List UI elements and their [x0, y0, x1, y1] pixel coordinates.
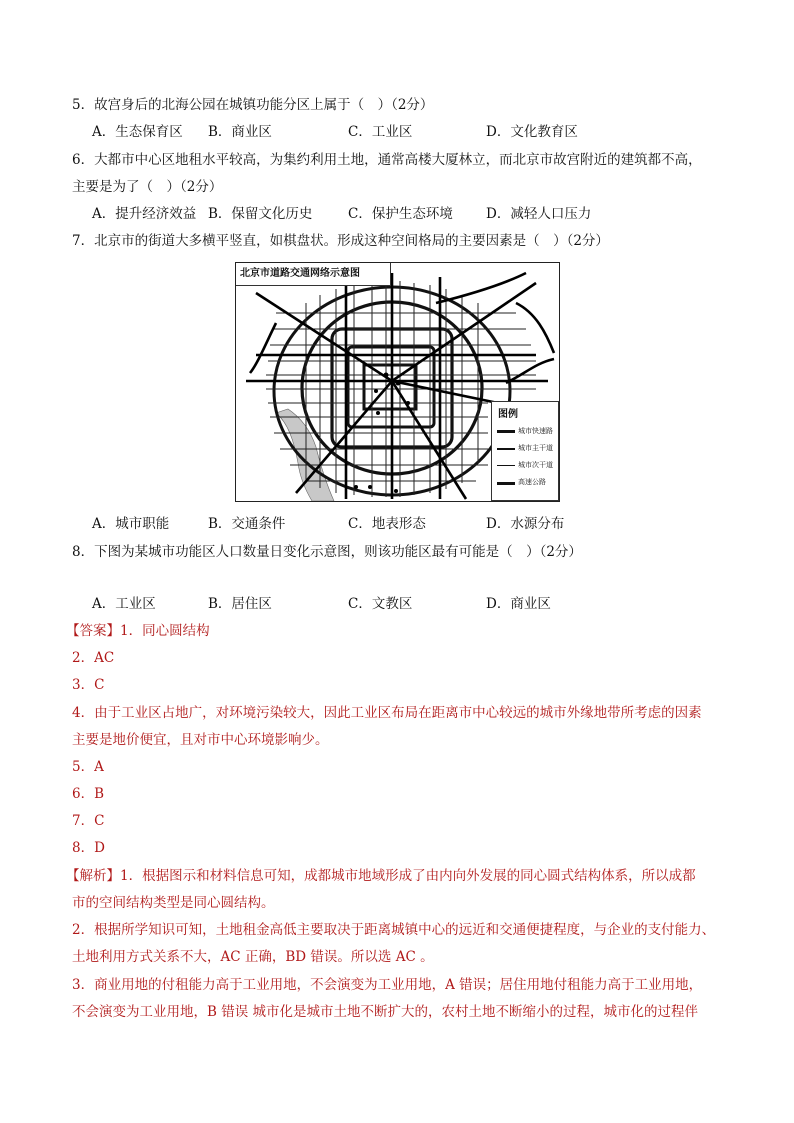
- answer-2: 2．AC: [72, 650, 115, 666]
- option-a: A．生态保育区: [92, 124, 183, 140]
- option-d: D．水源分布: [486, 516, 565, 532]
- answer-label: 【答案】: [66, 623, 120, 639]
- answer-1: 【答案】1．同心圆结构: [66, 623, 210, 639]
- legend-item-main-road: 城市主干道: [492, 440, 558, 457]
- option-b: B．居住区: [208, 596, 272, 612]
- analysis-3-line1: 3．商业用地的付租能力高于工业用地，不会演变为工业用地，A 错误；居住用地付租能力高于工业用地，: [72, 977, 703, 993]
- question-6-text-line2: 主要是为了（ ）（2分）: [72, 179, 223, 195]
- option-c: C．文教区: [348, 596, 413, 612]
- legend-item-secondary-road: 城市次干道: [492, 457, 558, 474]
- question-7-text: 7．北京市的街道大多横平竖直，如棋盘状。形成这种空间格局的主要因素是（ ）（2分）: [72, 233, 609, 249]
- answer-3: 3．C: [72, 677, 105, 693]
- option-a: A．提升经济效益: [92, 206, 197, 222]
- analysis-label: 【解析】: [66, 868, 120, 884]
- option-b: B．保留文化历史: [208, 206, 313, 222]
- option-b: B．交通条件: [208, 516, 286, 532]
- option-b: B．商业区: [208, 124, 272, 140]
- analysis-2-line1: 2．根据所学知识可知，土地租金高低主要取决于距离城镇中心的远近和交通便捷程度，与企业的支付能力、: [72, 922, 716, 938]
- question-6-text-line1: 6．大都市中心区地租水平较高，为集约利用土地，通常高楼大厦林立，而北京市故宫附近的建筑都不高，: [72, 152, 702, 168]
- option-d: D．文化教育区: [486, 124, 578, 140]
- option-d: D．商业区: [486, 596, 551, 612]
- answer-6: 6．B: [72, 786, 105, 802]
- answer-4-line1: 4．由于工业区占地广，对环境污染较大，因此工业区布局在距离市中心较远的城市外缘地带所考虑的因素: [72, 705, 702, 721]
- answer-8: 8．D: [72, 840, 105, 856]
- map-legend: [491, 401, 559, 501]
- question-5-text: 5．故宫身后的北海公园在城镇功能分区上属于（ ）（2分）: [72, 97, 434, 113]
- answer-7: 7．C: [72, 813, 105, 829]
- legend-item-expressway: 城市快速路: [492, 423, 558, 440]
- question-6-options: [92, 205, 712, 223]
- question-5-options: [92, 123, 712, 141]
- legend-swatch: [497, 448, 515, 450]
- legend-swatch: [497, 482, 515, 485]
- beijing-road-map: [235, 262, 560, 502]
- option-c: C．工业区: [348, 124, 413, 140]
- legend-swatch: [497, 430, 515, 433]
- question-8-options: [92, 595, 712, 613]
- question-7-options: [92, 515, 712, 533]
- analysis-1-line1: 【解析】1．根据图示和材料信息可知，成都城市地域形成了由内向外发展的同心圆式结构体系，所以成都: [66, 868, 696, 884]
- analysis-3-line2: 不会演变为工业用地，B 错误 城市化是城市土地不断扩大的，农村土地不断缩小的过程，城市化的过程伴: [72, 1004, 699, 1020]
- answer-5: 5．A: [72, 759, 104, 775]
- option-d: D．减轻人口压力: [486, 206, 592, 222]
- legend-title: 图例: [498, 409, 518, 420]
- map-title: 北京市道路交通网络示意图: [236, 263, 391, 286]
- analysis-2-line2: 土地利用方式关系不大，AC 正确，BD 错误。所以选 AC 。: [72, 949, 434, 965]
- option-a: A．城市职能: [92, 516, 170, 532]
- answer-4-line2: 主要是地价便宜，且对市中心环境影响少。: [72, 732, 329, 748]
- option-c: C．地表形态: [348, 516, 426, 532]
- legend-item-highway: 高速公路: [492, 474, 558, 491]
- question-8-text: 8．下图为某城市功能区人口数量日变化示意图，则该功能区最有可能是（ ）（2分）: [72, 544, 582, 560]
- option-c: C．保护生态环境: [348, 206, 453, 222]
- legend-swatch: [497, 465, 515, 466]
- option-a: A．工业区: [92, 596, 156, 612]
- analysis-1-line2: 市的空间结构类型是同心圆结构。: [72, 895, 275, 911]
